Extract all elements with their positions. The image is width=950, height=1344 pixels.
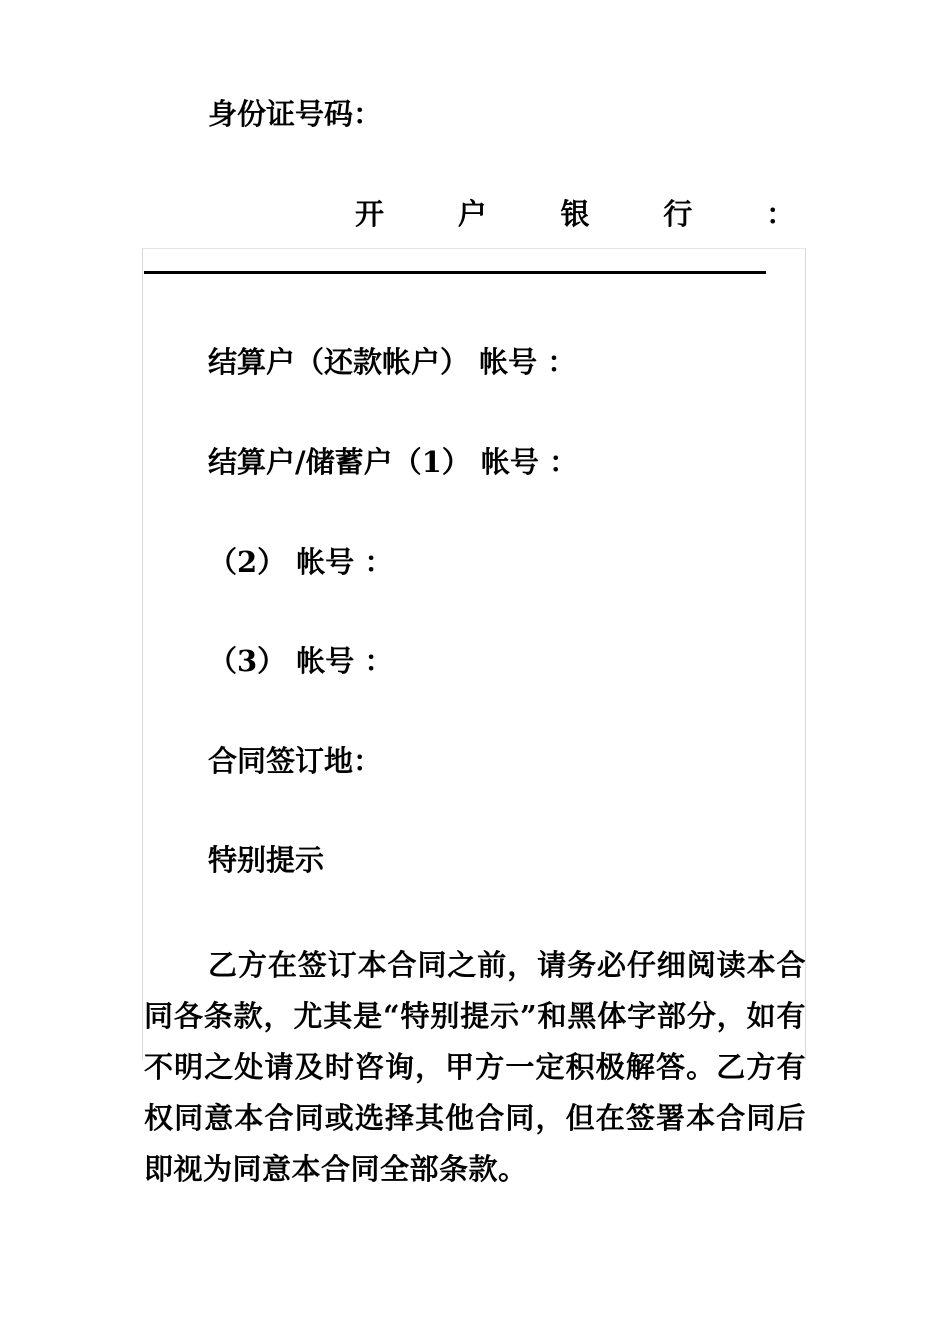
savings-account-1-label: 结算户/储蓄户（1） 帐号 ： [208, 445, 578, 479]
id-number-label: 身份证号码： [208, 97, 383, 131]
bank-fill-line [144, 271, 766, 274]
special-notice-body: 乙方在签订本合同之前，请务必仔细阅读本合同各条款，尤其是“特别提示”和黑体字部分，如有不明之处请及时咨询，甲方一定积极解答。乙方有权同意本合同或选择其他合同，但在签署本合同后即视为同意本合同全部条款。 [144, 948, 806, 1186]
bank-label-char-2: 户 [457, 197, 487, 231]
special-notice-heading: 特别提示 [208, 843, 325, 877]
bank-label [355, 196, 795, 232]
account-3-label: （3） 帐号 ： [208, 644, 394, 678]
bank-label-char-5: ： [765, 197, 795, 231]
settlement-account-label: 结算户（还款帐户） 帐号 ： [208, 345, 577, 379]
account-2-label: （2） 帐号 ： [208, 545, 394, 579]
bank-label-char-1: 开 [355, 197, 385, 231]
bank-label-char-3: 银 [560, 197, 590, 231]
bank-label-char-4: 行 [663, 197, 693, 231]
signing-place-label: 合同签订地： [208, 744, 383, 778]
